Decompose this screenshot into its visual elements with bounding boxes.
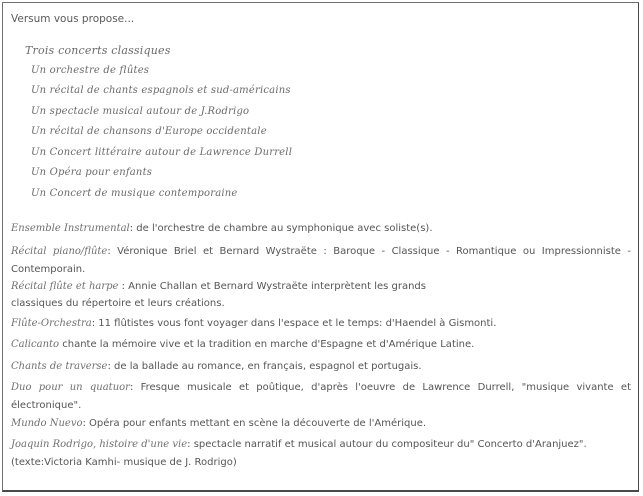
- paragraph-joaquin-rodrigo: [11, 436, 631, 472]
- paragraph-mundo-nuevo: [11, 415, 631, 432]
- paragraph-text-line2: classiques du répertoire et leurs créations.: [11, 298, 225, 309]
- paragraph-text: : Opéra pour enfants mettant en scène la découverte de l'Amérique.: [82, 418, 427, 429]
- paragraph-name: Récital flûte et harpe: [11, 281, 119, 292]
- list-item: Un Concert littéraire autour de Lawrence Durrell: [31, 147, 293, 158]
- intro-text: Versum vous propose...: [11, 13, 135, 25]
- paragraph-name: Récital piano/flûte: [11, 246, 108, 257]
- list-item: Un récital de chansons d'Europe occidentale: [31, 126, 267, 137]
- paragraph-text: : Véronique Briel et Bernard Wystraëte : Baroque - Classique - Romantique ou Impressionniste - Contemporain.: [11, 246, 632, 275]
- paragraph-text: : spectacle narratif et musical autour du compositeur du" Concerto d'Aranjuez".: [187, 439, 587, 450]
- paragraph-chants-de-traverse: [11, 358, 631, 375]
- paragraph-text: : Annie Challan et Bernard Wystraëte interprètent les grands: [118, 281, 426, 292]
- paragraph-ensemble-instrumental: [11, 220, 631, 237]
- list-item: Un Concert de musique contemporaine: [31, 188, 238, 199]
- paragraph-duo-pour-un-quatuor: [11, 379, 631, 415]
- paragraph-name: Chants de traverse: [11, 361, 108, 372]
- paragraph-recital-flute-harpe: [11, 278, 631, 312]
- paragraph-name: Calicanto: [11, 339, 60, 350]
- paragraph-calicanto: [11, 336, 631, 353]
- paragraph-name: Joaquin Rodrigo, histoire d'une vie: [11, 439, 188, 450]
- paragraph-text: : de l'orchestre de chambre au symphonique avec soliste(s).: [129, 223, 433, 234]
- paragraph-text: : de la ballade au romance, en français, espagnol et portugais.: [107, 361, 422, 372]
- paragraph-name: Duo pour un quatuor: [11, 382, 130, 393]
- paragraph-text: : Fresque musicale et poûtique, d'après l'oeuvre de Lawrence Durrell, "musique vivante et électronique".: [11, 382, 631, 411]
- list-item: Un récital de chants espagnols et sud-américains: [31, 85, 291, 96]
- paragraph-name: Ensemble Instrumental: [11, 223, 130, 234]
- paragraph-text-line2: (texte:Victoria Kamhi- musique de J. Rodrigo): [11, 457, 237, 468]
- list-item: Un orchestre de flûtes: [31, 65, 150, 76]
- paragraph-name: Flûte-Orchestra: [11, 318, 92, 329]
- paragraph-recital-piano-flute: [11, 243, 631, 279]
- paragraph-text: : 11 flûtistes vous font voyager dans l'espace et le temps: d'Haendel à Gismonti.: [91, 318, 497, 329]
- section-title: Trois concerts classiques: [25, 44, 171, 57]
- paragraph-text: chante la mémoire vive et la tradition en marche d'Espagne et d'Amérique Latine.: [59, 339, 475, 350]
- list-item: Un spectacle musical autour de J.Rodrigo: [31, 106, 250, 117]
- paragraph-name: Mundo Nuevo: [11, 418, 83, 429]
- list-item: Un Opéra pour enfants: [31, 167, 153, 178]
- paragraph-flute-orchestra: [11, 315, 631, 332]
